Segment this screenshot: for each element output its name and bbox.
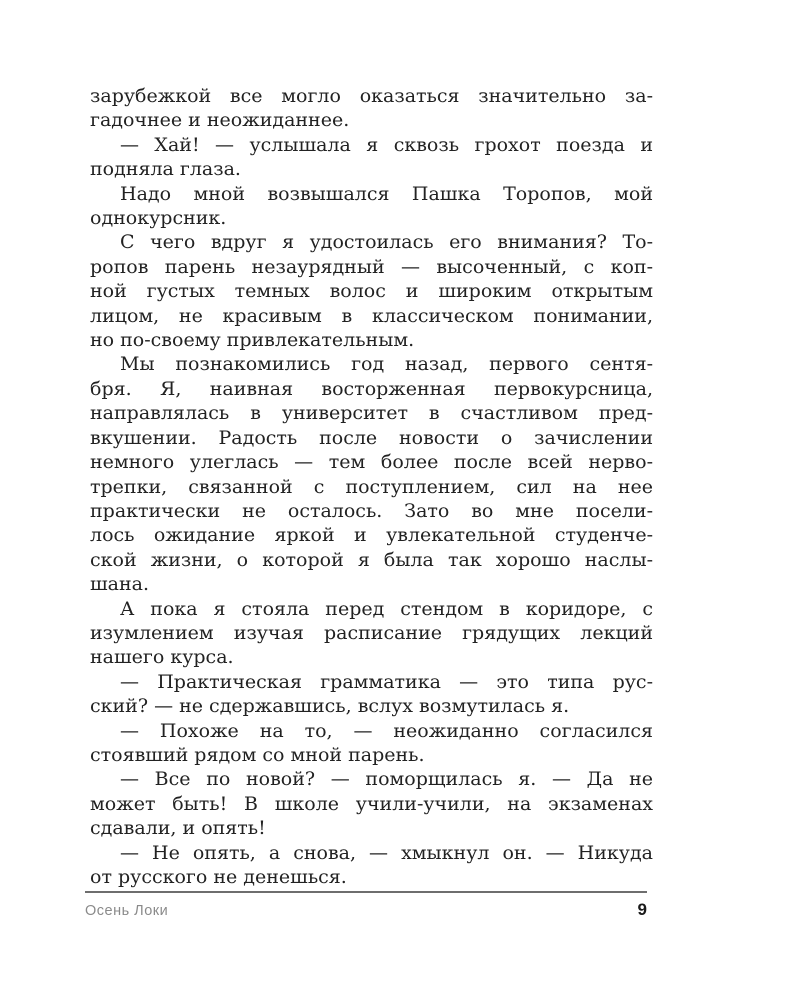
text-line: бря. Я, наивная восторженная первокурсница, [90, 377, 653, 400]
text-line: практически не осталось. Зато во мне посели- [90, 499, 653, 522]
footer-row [85, 900, 647, 920]
text-line: А пока я стояла перед стендом в коридоре, с [120, 597, 653, 620]
text-line: ропов парень незаурядный — высоченный, с коп- [90, 255, 653, 278]
text-line: может быть! В школе учили-учили, на экзаменах [90, 792, 653, 815]
text-line: нашего курса. [90, 646, 234, 669]
text-line: однокурсник. [90, 207, 227, 230]
text-line: ский? — не сдержавшись, вслух возмутилась я. [90, 695, 570, 718]
text-line: трепки, связанной с поступлением, сил на нее [90, 475, 653, 498]
text-line: лицом, не красивым в классическом понимании, [90, 304, 653, 327]
running-title: Осень Локи [85, 903, 169, 919]
page-number: 9 [637, 900, 647, 919]
text-line: — Похоже на то, — неожиданно согласился [120, 719, 653, 742]
text-line: Мы познакомились год назад, первого сентя- [120, 353, 653, 376]
text-line: гадочнее и неожиданнее. [90, 109, 350, 132]
text-line: немного улеглась — тем более после всей нерво- [90, 451, 653, 474]
text-line: зарубежкой все могло оказаться значительно за- [90, 85, 653, 107]
text-line: Надо мной возвышался Пашка Торопов, мой [120, 182, 653, 205]
text-line: — Все по новой? — поморщилась я. — Да не [120, 768, 653, 791]
page-body-text [90, 84, 653, 889]
text-line: направлялась в университет в счастливом пред- [90, 402, 653, 425]
text-line: подняла глаза. [90, 158, 241, 181]
text-line: ской жизни, о которой я была так хорошо наслы- [90, 548, 653, 571]
page-footer [85, 891, 647, 920]
text-line: — Хай! — услышала я сквозь грохот поезда и [120, 133, 653, 156]
footer-divider [85, 891, 647, 893]
text-line: — Практическая грамматика — это типа рус- [120, 670, 653, 693]
text-line: от русского не денешься. [90, 866, 347, 888]
text-line: лось ожидание яркой и увлекательной студенче- [90, 524, 653, 547]
text-line: С чего вдруг я удостоилась его внимания? То- [120, 231, 653, 254]
text-line: стоявший рядом со мной парень. [90, 743, 425, 766]
text-line: — Не опять, а снова, — хмыкнул он. — Никуда [120, 841, 653, 864]
text-line: изумлением изучая расписание грядущих лекций [90, 621, 653, 644]
text-line: шана. [90, 573, 150, 596]
text-line: ной густых темных волос и широким открытым [90, 280, 653, 303]
text-line: но по-своему привлекательным. [90, 329, 415, 352]
text-line: вкушении. Радость после новости о зачислении [90, 426, 653, 449]
text-line: сдавали, и опять! [90, 817, 266, 840]
